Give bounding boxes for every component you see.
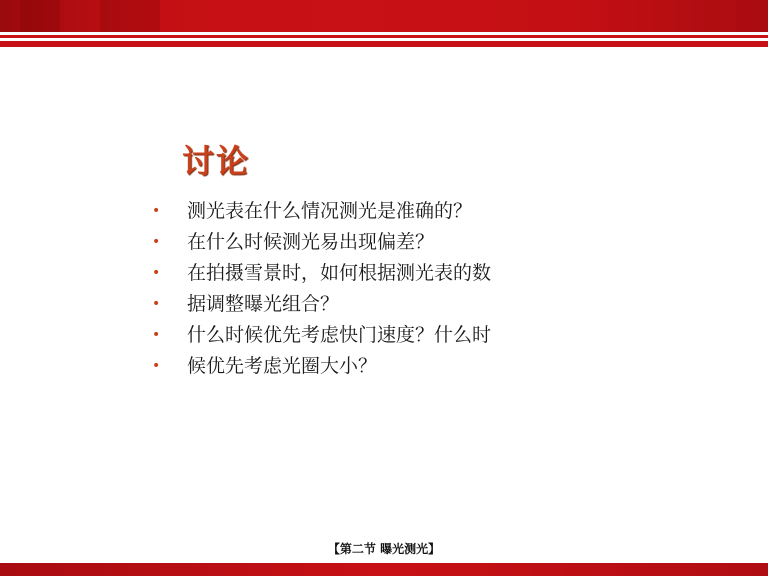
header-band-shade [100,0,160,32]
bullet-text: 在什么时候测光易出现偏差？ [187,231,435,253]
bullet-text: 测光表在什么情况测光是准确的？ [187,200,473,222]
bullet-dot-icon: • [152,327,161,343]
bullet-dot-icon: • [152,265,161,281]
header-divider-thin [0,35,768,38]
bullet-text: 候优先考虑光圈大小？ [187,355,378,377]
bottom-footer-band [0,563,768,576]
bullet-text: 据调整曝光组合？ [187,293,340,315]
footer-section-label: 【第二节 曝光测光】 [327,542,441,556]
bullet-text: 什么时候优先考虑快门速度？什么时 [187,324,492,346]
bullet-dot-icon: • [152,296,161,312]
top-header-band [0,0,768,32]
header-divider-thick [0,41,768,47]
bullet-text: 在拍摄雪景时，如何根据测光表的数 [187,262,492,284]
bullet-dot-icon: • [152,234,161,250]
bullet-dot-icon: • [152,358,161,374]
header-band-shade [20,0,60,32]
bullet-dot-icon: • [152,203,161,219]
slide-title: 讨论 [182,142,251,180]
